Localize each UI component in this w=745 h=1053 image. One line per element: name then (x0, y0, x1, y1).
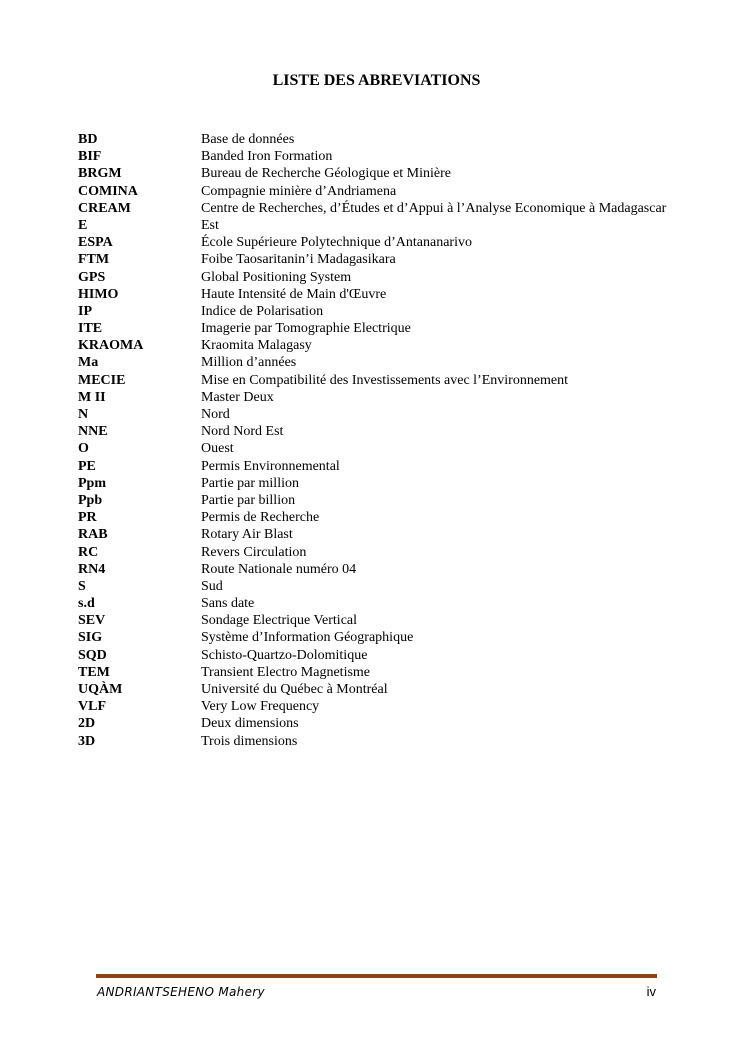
abbreviation-code: BD (78, 132, 98, 147)
abbreviation-code: IP (78, 303, 92, 319)
abbreviation-code: GPS (78, 269, 106, 285)
abbreviation-code: TEM (78, 664, 110, 680)
abbreviation-definition: Base de données (201, 132, 295, 147)
page-title: LISTE DES ABREVIATIONS (272, 72, 481, 89)
abbreviation-row (78, 698, 738, 715)
abbreviation-row (78, 337, 738, 354)
abbreviation-code: MECIE (78, 372, 126, 388)
abbreviation-row (78, 286, 738, 303)
abbreviation-definition: Kraomita Malagasy (201, 338, 312, 354)
abbreviation-definition: Transient Electro Magnetisme (201, 664, 371, 680)
abbreviation-row (78, 269, 738, 286)
abbreviation-definition: Trois dimensions (201, 733, 298, 749)
abbreviation-row (78, 526, 738, 543)
page-number: iv (646, 984, 656, 999)
abbreviation-definition: Centre de Recherches, d’Études et d’Appui à l’Analyse Economique à Madagascar (201, 200, 667, 216)
abbreviation-definition: Permis de Recherche (201, 510, 320, 526)
abbreviation-definition: Route Nationale numéro 04 (201, 561, 357, 577)
abbreviation-list (78, 131, 738, 750)
abbreviation-row (78, 234, 738, 251)
abbreviation-row (78, 458, 738, 475)
abbreviation-row (78, 492, 738, 509)
abbreviation-row (78, 354, 738, 371)
abbreviation-definition: Revers Circulation (201, 544, 307, 560)
abbreviation-code: HIMO (78, 286, 119, 302)
abbreviation-row (78, 595, 738, 612)
abbreviation-code: 3D (78, 733, 96, 749)
abbreviation-code: RAB (78, 527, 108, 543)
abbreviation-code: FTM (78, 252, 110, 268)
abbreviation-row (78, 320, 738, 337)
abbreviation-row (78, 440, 738, 457)
abbreviation-definition: Mise en Compatibilité des Investissements avec l’Environnement (201, 372, 569, 388)
abbreviation-definition: École Supérieure Polytechnique d’Antananarivo (201, 235, 472, 251)
abbreviation-code: N (78, 407, 89, 422)
abbreviation-row (78, 664, 738, 681)
abbreviation-definition: Sans date (201, 596, 255, 612)
abbreviation-definition: Deux dimensions (201, 716, 299, 732)
abbreviation-row (78, 423, 738, 440)
abbreviation-code: S (78, 578, 86, 594)
abbreviation-code: Ppm (78, 475, 106, 491)
abbreviation-row (78, 561, 738, 578)
abbreviation-code: Ma (78, 355, 99, 371)
abbreviation-definition: Indice de Polarisation (201, 303, 324, 319)
abbreviation-code: KRAOMA (78, 338, 144, 354)
abbreviation-row (78, 475, 738, 492)
abbreviation-code: VLF (78, 699, 106, 715)
abbreviation-code: s.d (78, 596, 95, 612)
abbreviation-row (78, 251, 738, 268)
abbreviation-row (78, 612, 738, 629)
abbreviation-row (78, 303, 738, 320)
abbreviation-definition: Bureau de Recherche Géologique et Minière (201, 166, 451, 182)
abbreviation-code: RC (78, 544, 99, 560)
abbreviation-code: E (78, 217, 88, 233)
abbreviation-row (78, 544, 738, 561)
abbreviation-row (78, 148, 738, 165)
abbreviation-code: M II (78, 389, 106, 405)
abbreviation-code: CREAM (78, 200, 131, 216)
abbreviation-row (78, 715, 738, 732)
abbreviation-definition: Schisto-Quartzo-Dolomitique (201, 647, 368, 663)
abbreviation-row (78, 389, 738, 406)
abbreviation-definition: Ouest (201, 441, 234, 457)
abbreviation-row (78, 217, 738, 234)
abbreviation-definition: Est (201, 217, 219, 233)
abbreviation-definition: Compagnie minière d’Andriamena (201, 183, 397, 199)
abbreviation-row (78, 578, 738, 595)
abbreviation-code: BRGM (78, 166, 122, 182)
abbreviation-code: SIG (78, 630, 103, 646)
abbreviation-definition: Permis Environnemental (201, 458, 340, 474)
footer-divider (96, 974, 657, 978)
abbreviation-code: ESPA (78, 235, 113, 251)
abbreviation-definition: Nord (201, 407, 230, 422)
abbreviation-code: O (78, 441, 89, 457)
abbreviation-code: SEV (78, 613, 106, 629)
abbreviation-definition: Banded Iron Formation (201, 149, 333, 165)
abbreviation-code: BIF (78, 149, 102, 165)
abbreviation-code: UQÀM (78, 682, 123, 697)
abbreviation-code: PE (78, 458, 96, 474)
abbreviation-definition: Master Deux (201, 389, 274, 405)
abbreviation-row (78, 509, 738, 526)
abbreviation-code: SQD (78, 647, 107, 663)
abbreviation-row (78, 372, 738, 389)
abbreviation-code: PR (78, 510, 97, 526)
abbreviation-definition: Système d’Information Géographique (201, 630, 414, 646)
abbreviation-definition: Haute Intensité de Main d'Œuvre (201, 286, 387, 302)
abbreviation-code: ITE (78, 321, 103, 337)
abbreviation-row (78, 647, 738, 664)
abbreviation-definition: Very Low Frequency (201, 699, 320, 715)
abbreviation-row (78, 681, 738, 698)
abbreviation-definition: Partie par million (201, 475, 299, 491)
abbreviation-definition: Sud (201, 578, 223, 594)
abbreviation-row (78, 406, 738, 423)
abbreviation-definition: Million d’années (201, 355, 297, 371)
abbreviation-row (78, 183, 738, 200)
abbreviation-row (78, 165, 738, 182)
abbreviation-code: Ppb (78, 492, 103, 508)
abbreviation-row (78, 733, 738, 750)
abbreviation-definition: Nord Nord Est (201, 424, 284, 440)
abbreviation-definition: Rotary Air Blast (201, 527, 293, 543)
abbreviation-definition: Université du Québec à Montréal (201, 682, 388, 697)
abbreviation-code: RN4 (78, 561, 106, 577)
abbreviation-row (78, 131, 738, 148)
abbreviation-code: NNE (78, 424, 108, 440)
abbreviation-definition: Foibe Taosaritanin’i Madagasikara (201, 252, 396, 268)
abbreviation-code: 2D (78, 716, 96, 732)
abbreviation-definition: Sondage Electrique Vertical (201, 613, 358, 629)
abbreviation-row (78, 629, 738, 646)
abbreviation-definition: Partie par billion (201, 492, 296, 508)
abbreviation-code: COMINA (78, 183, 138, 199)
abbreviation-definition: Global Positioning System (201, 269, 352, 285)
abbreviation-row (78, 200, 738, 217)
footer-author: ANDRIANTSEHENO Mahery (97, 985, 265, 999)
abbreviation-definition: Imagerie par Tomographie Electrique (201, 321, 411, 337)
